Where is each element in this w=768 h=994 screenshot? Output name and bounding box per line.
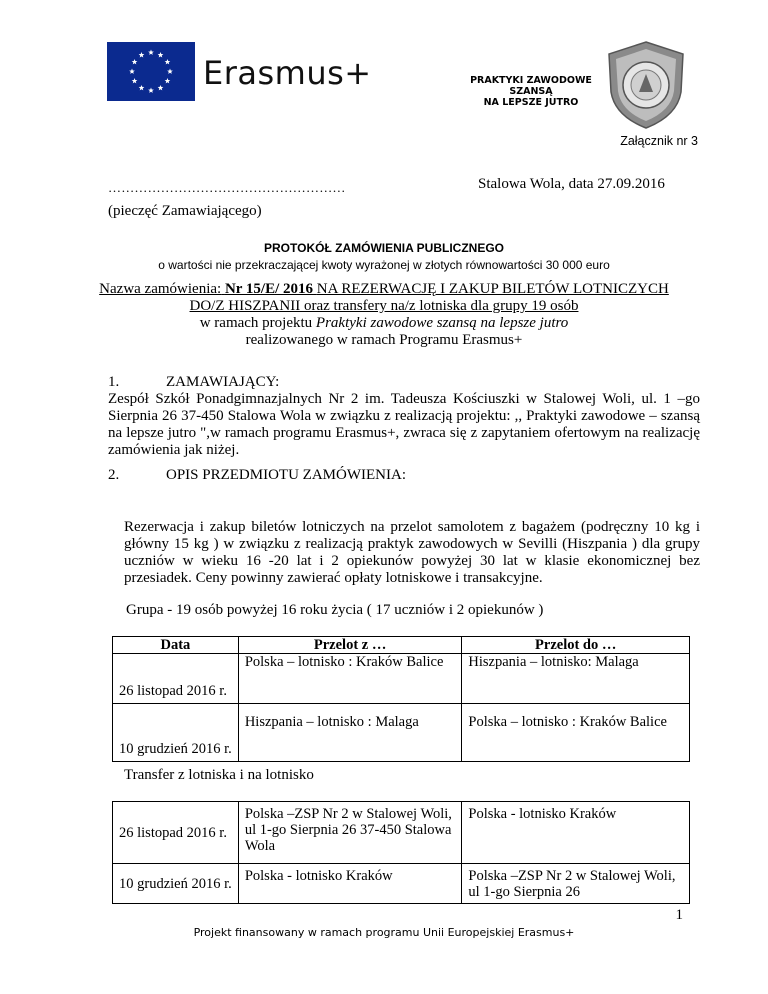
protocol-header xyxy=(0,240,768,274)
subject-line1: NA REZERWACJĘ I ZAKUP BILETÓW LOTNICZYCH xyxy=(316,281,669,297)
place-and-date: Stalowa Wola, data 27.09.2016 xyxy=(478,176,665,192)
header-from: Przelot z … xyxy=(238,637,462,654)
flight-to: Hiszpania – lotnisko: Malaga xyxy=(462,654,690,704)
eu-flag-logo xyxy=(107,42,195,101)
group-description: Grupa - 19 osób powyżej 16 roku życia ( 17 uczniów i 2 opiekunów ) xyxy=(126,602,544,618)
protocol-subtitle: o wartości nie przekraczającej kwoty wyrażonej w złotych równowartości 30 000 euro xyxy=(158,258,610,272)
stamp-note: (pieczęć Zamawiającego) xyxy=(108,203,262,219)
program-title: PRAKTYKI ZAWODOWE SZANSĄ NA LEPSZE JUTRO xyxy=(470,75,592,108)
page-footer: Projekt finansowany w ramach programu Unii Europejskiej Erasmus+ xyxy=(193,926,575,939)
section2-number: 2. xyxy=(108,467,120,483)
subject-line3-prefix: w ramach projektu xyxy=(199,315,313,331)
section2-title: OPIS PRZEDMIOTU ZAMÓWIENIA: xyxy=(166,467,406,483)
section1-body: Zespół Szkół Ponadgimnazjalnych Nr 2 im. Tadeusza Kościuszki w Stalowej Woli, ul. 1 –go Sierpnia 26 37-450 Stalowa Wola w związku z realizacją projektu: ,, Praktyki zawodowe – szansą na lepsze jutro ",w ramach programu Erasmus+, zwraca się z zapytaniem ofertowym na realizację zamówienia jak niżej. xyxy=(108,391,700,458)
flight-from: Polska – lotnisko : Kraków Balice xyxy=(238,654,462,704)
table-header-row xyxy=(113,637,690,654)
table-row xyxy=(113,802,690,864)
transfer-from: Polska –ZSP Nr 2 w Stalowej Woli, ul 1-go Sierpnia 26 37-450 Stalowa Wola xyxy=(238,802,462,864)
eu-stars-icon xyxy=(107,42,195,101)
transfer-table xyxy=(112,801,690,904)
header-to: Przelot do … xyxy=(462,637,690,654)
protocol-title: PROTOKÓŁ ZAMÓWIENIA PUBLICZNEGO xyxy=(264,241,504,255)
subject-line2: DO/Z HISZPANII oraz transfery na/z lotniska dla grupy 19 osób xyxy=(189,298,579,314)
subject-line4: realizowanego w ramach Programu Erasmus+ xyxy=(245,332,523,348)
section2-body: Rezerwacja i zakup biletów lotniczych na przelot samolotem z bagażem (podręczny 10 kg i główny 15 kg ) w związku z realizacją praktyk zawodowych w Sevilli (Hiszpania ) dla grupy uczniów w wieku 16 -20 lat i 2 opiekunów powyżej 30 lat w klasie ekonomicznej bez przesiadek. Ceny powinny zawierać opłaty lotniskowe i transakcyjne. xyxy=(124,519,700,586)
erasmus-brand: Erasmus+ xyxy=(203,54,372,92)
table-row xyxy=(113,704,690,762)
flight-date: 10 grudzień 2016 r. xyxy=(113,704,239,762)
transfer-to: Polska - lotnisko Kraków xyxy=(462,802,690,864)
page-number: 1 xyxy=(675,907,683,923)
section1-number: 1. xyxy=(108,374,120,390)
transfer-date: 10 grudzień 2016 r. xyxy=(113,864,239,904)
header-date: Data xyxy=(113,637,239,654)
school-seal-logo xyxy=(605,40,687,130)
attachment-label: Załącznik nr 3 xyxy=(620,134,698,148)
signature-dots: ……………………………………………… xyxy=(108,180,346,195)
subject-label: Nazwa zamówienia: xyxy=(99,281,222,297)
flight-date: 26 listopad 2016 r. xyxy=(113,654,239,704)
flight-from: Hiszpania – lotnisko : Malaga xyxy=(238,704,462,762)
transfer-to: Polska –ZSP Nr 2 w Stalowej Woli, ul 1-go Sierpnia 26 xyxy=(462,864,690,904)
transfer-from: Polska - lotnisko Kraków xyxy=(238,864,462,904)
table-row xyxy=(113,654,690,704)
flights-table xyxy=(112,636,690,762)
transfer-date: 26 listopad 2016 r. xyxy=(113,802,239,864)
order-number: Nr 15/E/ 2016 xyxy=(224,281,314,297)
table-row xyxy=(113,864,690,904)
section1-title: ZAMAWIAJĄCY: xyxy=(166,374,280,390)
order-subject xyxy=(60,281,708,349)
transfer-heading: Transfer z lotniska i na lotnisko xyxy=(124,767,314,783)
flight-to: Polska – lotnisko : Kraków Balice xyxy=(462,704,690,762)
project-name: Praktyki zawodowe szansą na lepsze jutro xyxy=(315,315,569,331)
